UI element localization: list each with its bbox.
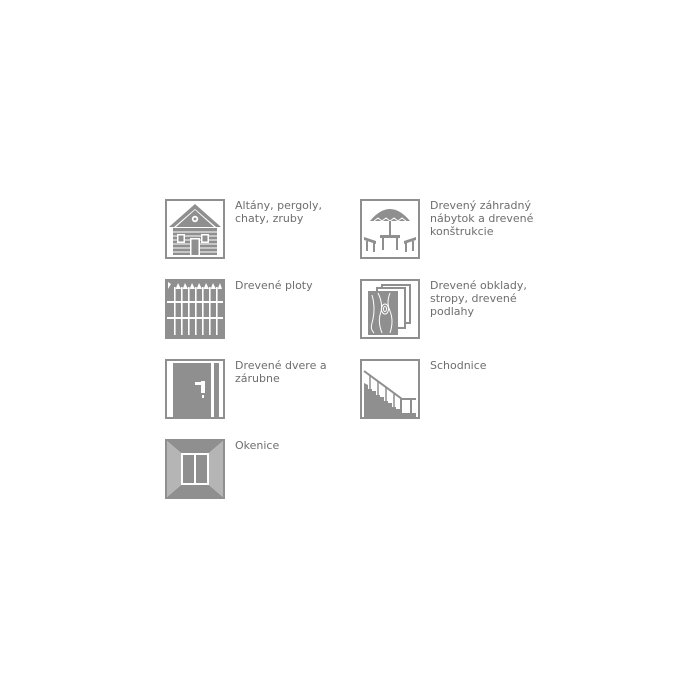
category-stairs[interactable] (360, 359, 550, 419)
category-label: Okenice (235, 439, 280, 452)
category-label: Drevený záhradný nábytok a drevené konštrukcie (430, 199, 534, 238)
stairs-icon (360, 359, 420, 419)
wooden-fence-icon (165, 279, 225, 339)
door-icon (165, 359, 225, 419)
window-icon (165, 439, 225, 499)
category-log-cabins[interactable] (165, 199, 355, 259)
wood-panels-icon (360, 279, 420, 339)
category-label: Schodnice (430, 359, 487, 372)
category-label: Drevené ploty (235, 279, 313, 292)
category-panels-floors[interactable] (360, 279, 550, 339)
garden-furniture-icon (360, 199, 420, 259)
category-doors[interactable] (165, 359, 355, 419)
category-garden-furniture[interactable] (360, 199, 550, 259)
category-shutters[interactable] (165, 439, 355, 499)
category-label: Drevené dvere a zárubne (235, 359, 327, 385)
category-label: Altány, pergoly, chaty, zruby (235, 199, 322, 225)
log-cabin-icon (165, 199, 225, 259)
category-fences[interactable] (165, 279, 355, 339)
category-label: Drevené obklady, stropy, drevené podlahy (430, 279, 527, 318)
